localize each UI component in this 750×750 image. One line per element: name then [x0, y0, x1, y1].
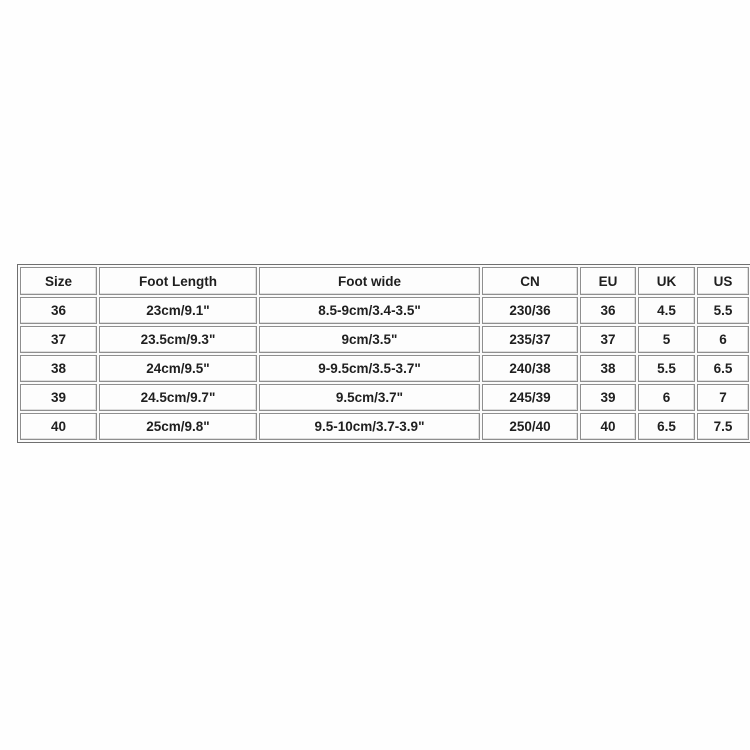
- table-cell: 6.5: [697, 355, 749, 382]
- table-cell: 38: [20, 355, 97, 382]
- table-cell: 5.5: [697, 297, 749, 324]
- table-cell: 23cm/9.1": [99, 297, 257, 324]
- table-cell: 25cm/9.8": [99, 413, 257, 440]
- table-cell: 235/37: [482, 326, 578, 353]
- column-header-foot-length: Foot Length: [99, 267, 257, 295]
- table-cell: 40: [580, 413, 636, 440]
- column-header-uk: UK: [638, 267, 695, 295]
- table-cell: 250/40: [482, 413, 578, 440]
- table-cell: 7.5: [697, 413, 749, 440]
- table-row: [20, 384, 749, 411]
- table-cell: 245/39: [482, 384, 578, 411]
- table-cell: 39: [580, 384, 636, 411]
- table-cell: 40: [20, 413, 97, 440]
- table-cell: 6: [638, 384, 695, 411]
- column-header-eu: EU: [580, 267, 636, 295]
- table-cell: 38: [580, 355, 636, 382]
- table-cell: 37: [580, 326, 636, 353]
- table-cell: 5: [638, 326, 695, 353]
- size-chart-table: [17, 264, 750, 443]
- table-cell: 4.5: [638, 297, 695, 324]
- table-cell: 5.5: [638, 355, 695, 382]
- table-cell: 6: [697, 326, 749, 353]
- header-row: [20, 267, 749, 295]
- column-header-cn: CN: [482, 267, 578, 295]
- table-cell: 9cm/3.5": [259, 326, 480, 353]
- table-cell: 9.5cm/3.7": [259, 384, 480, 411]
- table-cell: 23.5cm/9.3": [99, 326, 257, 353]
- table-cell: 230/36: [482, 297, 578, 324]
- table-cell: 9.5-10cm/3.7-3.9": [259, 413, 480, 440]
- table-row: [20, 326, 749, 353]
- table-cell: 9-9.5cm/3.5-3.7": [259, 355, 480, 382]
- table-cell: 8.5-9cm/3.4-3.5": [259, 297, 480, 324]
- table-cell: 36: [20, 297, 97, 324]
- column-header-size: Size: [20, 267, 97, 295]
- table-cell: 39: [20, 384, 97, 411]
- table-cell: 37: [20, 326, 97, 353]
- size-chart-body: [20, 297, 749, 440]
- table-cell: 24.5cm/9.7": [99, 384, 257, 411]
- table-cell: 36: [580, 297, 636, 324]
- table-cell: 240/38: [482, 355, 578, 382]
- table-row: [20, 355, 749, 382]
- table-row: [20, 297, 749, 324]
- column-header-foot-wide: Foot wide: [259, 267, 480, 295]
- table-row: [20, 413, 749, 440]
- table-cell: 24cm/9.5": [99, 355, 257, 382]
- column-header-us: US: [697, 267, 749, 295]
- table-cell: 7: [697, 384, 749, 411]
- table-cell: 6.5: [638, 413, 695, 440]
